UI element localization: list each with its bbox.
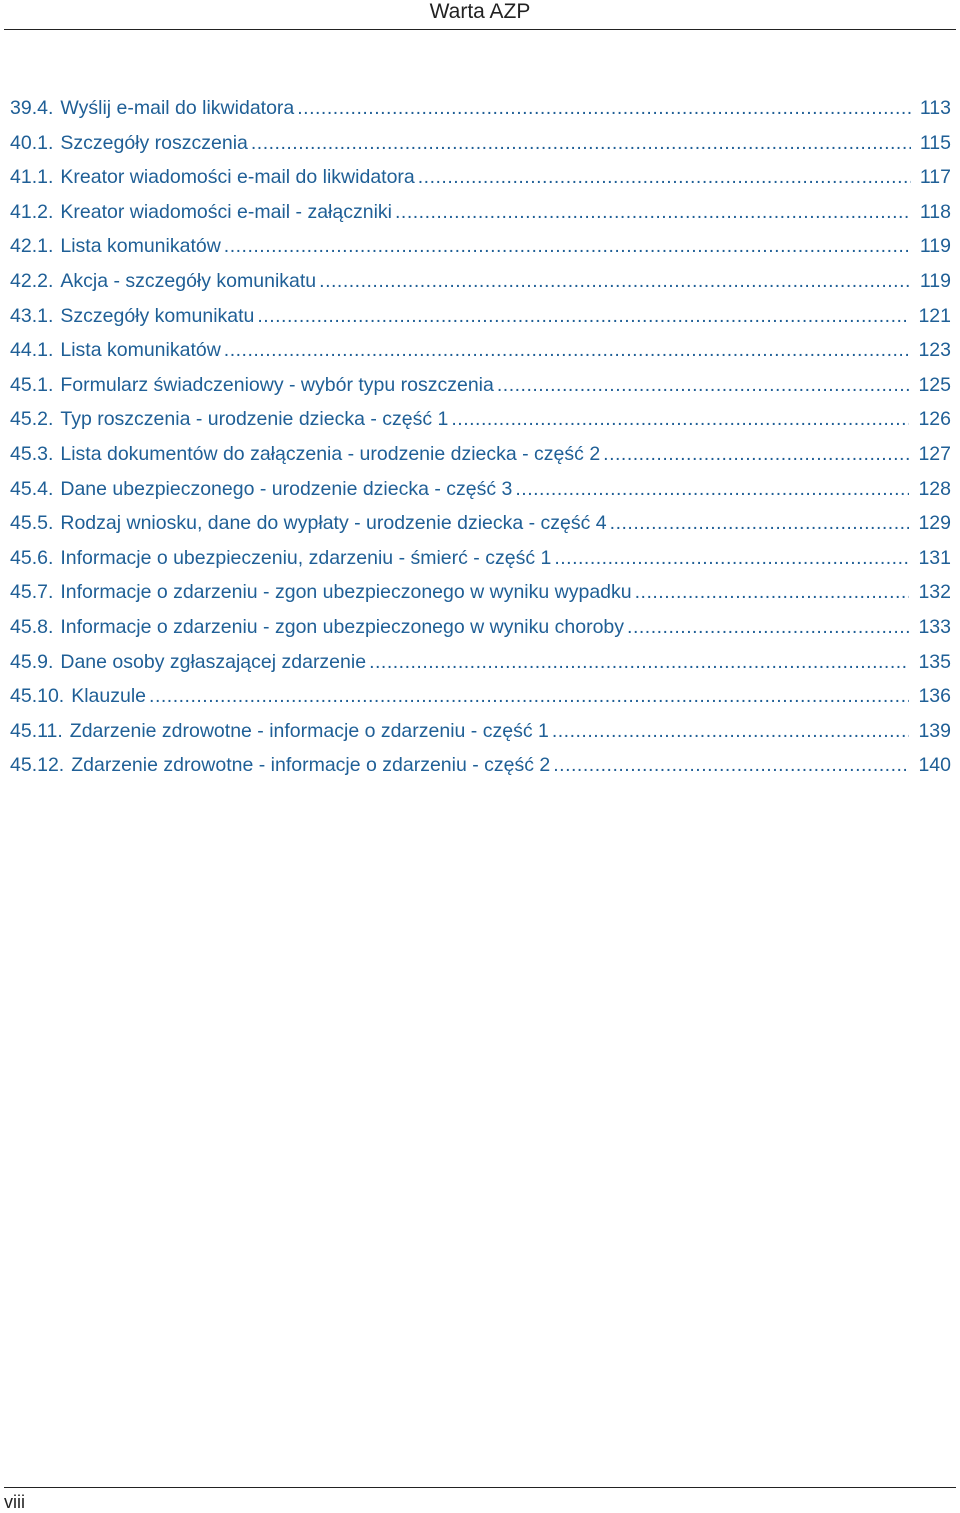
dot-leader	[553, 748, 909, 783]
toc-entry-page: 129	[918, 512, 951, 535]
toc-entry[interactable]	[10, 506, 951, 541]
toc-entry-number: 45.8.	[10, 615, 54, 638]
dot-leader	[149, 679, 909, 714]
toc-entry-page: 128	[918, 477, 951, 500]
toc-entry-title: Dane ubezpieczonego - urodzenie dziecka - część 3	[60, 477, 513, 500]
dot-leader	[257, 299, 909, 334]
page-footer	[0, 1480, 960, 1513]
page-number: viii	[4, 1492, 25, 1512]
toc-entry[interactable]	[10, 160, 951, 195]
toc-entry[interactable]	[10, 368, 951, 403]
toc-entry-page: 125	[918, 373, 951, 396]
toc-entry-page: 121	[918, 304, 951, 327]
toc-entry[interactable]	[10, 575, 951, 610]
toc-entry-number: 45.5.	[10, 512, 54, 535]
toc-entry-number: 45.7.	[10, 581, 54, 604]
toc-entry-page: 133	[918, 615, 951, 638]
dot-leader	[395, 195, 911, 230]
toc-entry-number: 45.1.	[10, 373, 54, 396]
dot-leader	[603, 437, 909, 472]
dot-leader	[251, 126, 911, 161]
toc-entry-title: Kreator wiadomości e-mail do likwidatora	[60, 166, 415, 189]
dot-leader	[319, 264, 911, 299]
toc-entry-title: Zdarzenie zdrowotne - informacje o zdarzeniu - część 1	[69, 719, 549, 742]
dot-leader	[369, 645, 909, 680]
toc-entry-page: 135	[918, 650, 951, 673]
toc-entry-number: 42.2.	[10, 269, 54, 292]
toc-entry[interactable]	[10, 195, 951, 230]
footer-divider	[4, 1487, 956, 1488]
toc-entry-title: Formularz świadczeniowy - wybór typu roszczenia	[60, 373, 494, 396]
toc-entry-title: Wyślij e-mail do likwidatora	[60, 97, 295, 119]
toc-entry-page: 115	[919, 131, 951, 154]
dot-leader	[451, 402, 909, 437]
toc-entry[interactable]	[10, 748, 951, 783]
toc-entry[interactable]	[10, 472, 951, 507]
dot-leader	[297, 91, 911, 126]
toc-entry-page: 140	[918, 754, 951, 777]
toc-entry-title: Lista dokumentów do załączenia - urodzenie dziecka - część 2	[60, 442, 601, 465]
toc-entry[interactable]	[10, 437, 951, 472]
toc-entry-page: 123	[918, 339, 951, 362]
toc-entry[interactable]	[10, 679, 951, 714]
toc-entry-page: 132	[918, 581, 951, 604]
toc-entry-number: 44.1.	[10, 339, 54, 362]
toc-entry-number: 41.2.	[10, 200, 54, 223]
toc-entry-title: Lista komunikatów	[60, 235, 221, 258]
toc-entry[interactable]	[10, 229, 951, 264]
toc-entry-page: 126	[918, 408, 951, 431]
header-divider	[4, 29, 956, 30]
toc-entry-title: Klauzule	[71, 685, 147, 708]
dot-leader	[224, 333, 910, 368]
toc-entry-page: 119	[919, 269, 951, 292]
toc-entry-title: Akcja - szczegóły komunikatu	[60, 269, 317, 292]
dot-leader	[627, 610, 909, 645]
toc-entry-number: 40.1.	[10, 131, 54, 154]
toc-entry-number: 39.4.	[10, 97, 54, 119]
toc-entry-title: Informacje o ubezpieczeniu, zdarzeniu - śmierć - część 1	[60, 546, 552, 569]
toc-entry-number: 45.10.	[10, 685, 65, 708]
toc-entry[interactable]	[10, 299, 951, 334]
toc-entry[interactable]	[10, 714, 951, 749]
toc-entry-number: 41.1.	[10, 166, 54, 189]
toc-entry[interactable]	[10, 333, 951, 368]
toc-entry-title: Informacje o zdarzeniu - zgon ubezpieczonego w wyniku wypadku	[60, 581, 632, 604]
toc-entry-page: 113	[919, 97, 951, 119]
toc-entry-title: Szczegóły komunikatu	[60, 304, 255, 327]
toc-entry-title: Kreator wiadomości e-mail - załączniki	[60, 200, 392, 223]
toc-entry-title: Typ roszczenia - urodzenie dziecka - część 1	[60, 408, 449, 431]
toc-entry-page: 127	[918, 442, 951, 465]
toc-entry-page: 139	[918, 719, 951, 742]
toc-entry-number: 45.11.	[10, 719, 63, 742]
toc-entry[interactable]	[10, 541, 951, 576]
toc-entry[interactable]	[10, 645, 951, 680]
page-header	[0, 0, 960, 30]
dot-leader	[515, 472, 909, 507]
toc-entry-page: 119	[919, 235, 951, 258]
toc-entry-number: 45.4.	[10, 477, 54, 500]
toc-entry-title: Informacje o zdarzeniu - zgon ubezpieczonego w wyniku choroby	[60, 615, 625, 638]
dot-leader	[610, 506, 910, 541]
toc-entry-page: 118	[919, 200, 951, 223]
toc-entry[interactable]	[10, 91, 951, 126]
table-of-contents	[10, 91, 951, 783]
toc-entry-title: Zdarzenie zdrowotne - informacje o zdarzeniu - część 2	[71, 754, 551, 777]
dot-leader	[497, 368, 910, 403]
toc-entry-number: 45.12.	[10, 754, 65, 777]
toc-entry-number: 45.2.	[10, 408, 54, 431]
toc-entry[interactable]	[10, 610, 951, 645]
toc-entry-title: Rodzaj wniosku, dane do wypłaty - urodzenie dziecka - część 4	[60, 512, 607, 535]
toc-entry-title: Dane osoby zgłaszającej zdarzenie	[60, 650, 367, 673]
toc-entry-number: 45.6.	[10, 546, 54, 569]
dot-leader	[554, 541, 909, 576]
toc-entry-title: Lista komunikatów	[60, 339, 221, 362]
dot-leader	[552, 714, 910, 749]
toc-entry-page: 117	[919, 166, 951, 189]
toc-entry-number: 42.1.	[10, 235, 54, 258]
toc-entry-number: 45.3.	[10, 442, 54, 465]
document-title: Warta AZP	[429, 0, 531, 23]
dot-leader	[635, 575, 910, 610]
toc-entry-page: 131	[918, 546, 951, 569]
toc-entry-page: 136	[918, 685, 951, 708]
toc-entry[interactable]	[10, 126, 951, 161]
dot-leader	[418, 160, 911, 195]
toc-entry-number: 45.9.	[10, 650, 54, 673]
toc-entry-number: 43.1.	[10, 304, 54, 327]
toc-entry[interactable]	[10, 264, 951, 299]
toc-entry[interactable]	[10, 402, 951, 437]
dot-leader	[224, 229, 911, 264]
toc-entry-title: Szczegóły roszczenia	[60, 131, 248, 154]
